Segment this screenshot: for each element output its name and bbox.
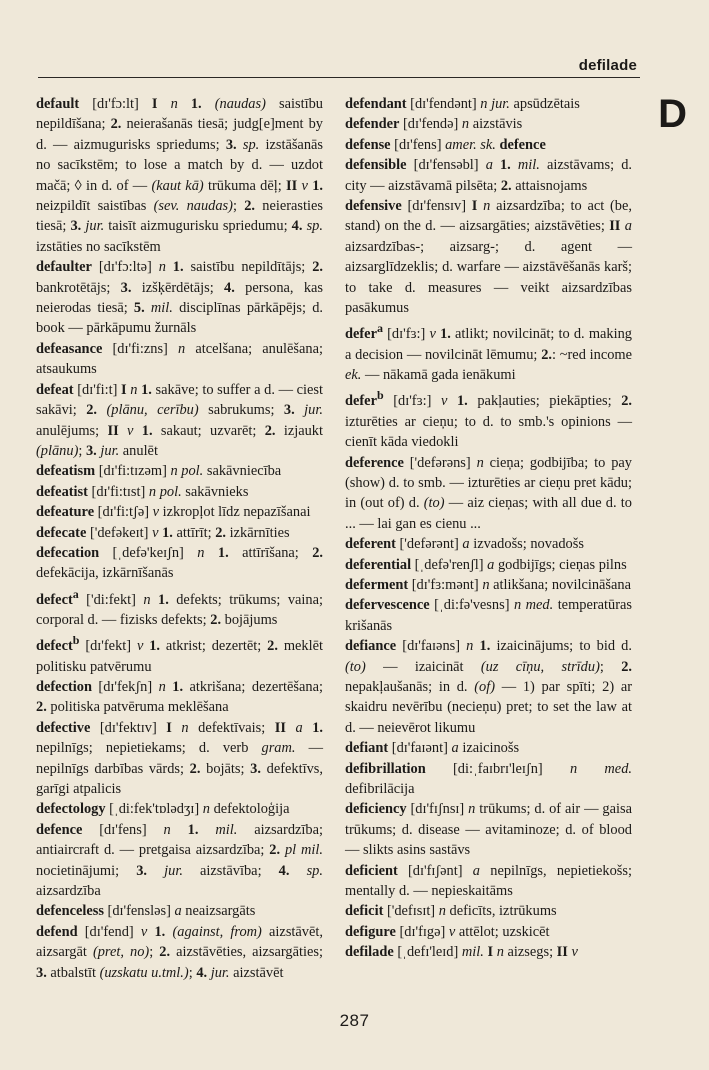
dictionary-entry: default [dɪ'fɔ:lt] I n 1. (naudas) saistību nepildīšana; 2. neierašanās tiesā; judg[e]ment by d. — aizmugurisks spriedums; 3. sp. izstāšanās no sacīkstēm; to lose a match by d. — uzdot mačā; ◊ in d. of — (kaut kā) trūkuma dēļ; II v 1. neizpildīt saistības (sev. naudas); 2. neierasties tiesā; 3. jur. taisīt aizmugurisku spriedumu; 4. sp. izstāties no sacīkstēm	[36, 96, 324, 255]
dictionary-entry: defeasance [dɪ'fi:zns] n atcelšana; anulēšana; atsaukums	[36, 340, 323, 378]
dictionary-entry: defer$^b$ [dɪ'fɜ:] v 1. pakļauties; piekāpties; 2. izturēties ar cieņu; to d. to smb.'s opinions — cienīt kāda viedokli	[345, 388, 632, 451]
dictionary-entry: defeat [dɪ'fi:t] I n 1. sakāve; to suffer a d. — ciest sakāvi; 2. (plānu, cerību) sabrukums; 3. jur. anulējums; II v 1. sakaut; uzvarēt; 2. izjaukt (plānu); 3. jur. anulēt	[36, 381, 323, 459]
dictionary-entry: defender [dɪ'fendə] n aizstāvis	[345, 116, 523, 133]
dictionary-entry: deferment [dɪ'fɜ:mənt] n atlikšana; novilcināšana	[345, 576, 631, 593]
dictionary-entry: defilade [ˌdefɪ'leɪd] mil. I n aizsegs; II v	[345, 944, 578, 961]
dictionary-entry: defecate ['defəkeɪt] v 1. attīrīt; 2. izkārnīties	[36, 524, 290, 541]
dictionary-entry: deficient [dɪ'fɪʃənt] a nepilnīgs, nepietiekošs; mentally d. — nepieskaitāms	[345, 862, 632, 900]
dictionary-entry: defeatism [dɪ'fi:tɪzəm] n pol. sakāvniecība	[36, 463, 282, 480]
dictionary-entry: defection [dɪ'fekʃn] n 1. atkrišana; dezertēšana; 2. politiska patvēruma meklēšana	[36, 678, 323, 716]
dictionary-entry: defiance [dɪ'faɪəns] n 1. izaicinājums; to bid d. (to) — izaicināt (uz cīņu, strīdu); 2. nepakļaušanās; in d. (of) — 1) par spīti; 2) ar skaidru nevērību (necieņu) pret; to set the law at d. — neievērot likumu	[345, 638, 632, 736]
dictionary-entry: defectology [ˌdi:fek'tɒlədʒɪ] n defektoloģija	[36, 801, 290, 818]
page-number: 287	[339, 1011, 370, 1030]
dictionary-entry: defer$^a$ [dɪ'fɜ:] v 1. atlikt; novilcināt; to d. making a decision — novilcināt lēmumu; 2.: ~red income ek. — nākamā gada ienākumi	[345, 321, 632, 384]
dictionary-entry: defense [dɪ'fens] amer. sk. defence	[345, 136, 546, 153]
dictionary-entry: defensive [dɪ'fensɪv] I n aizsardzība; to act (be, stand) on the d. — aizsargāties; aizstāvēties; II a aizsardzības-; aizsarg-; d. agent — aizsarglīdzeklis; d. warfare — aizstāvēšanās karš; to take d. measures — veikt aizsardzības pasākumus	[345, 198, 632, 317]
dictionary-entry: defend [dɪ'fend] v 1. (against, from) aizstāvēt, aizsargāt (pret, no); 2. aizstāvēties, aizsargāties; 3. atbalstīt (uzskatu u.tml.); 4. jur. aizstāvēt	[36, 923, 323, 981]
dictionary-entry: defigure [dɪ'fɪgə] v attēlot; uzskicēt	[345, 923, 550, 940]
dictionary-entry: defenceless [dɪ'fensləs] a neaizsargāts	[36, 903, 256, 920]
header-rule	[38, 77, 640, 78]
thumb-index-letter: D	[658, 92, 687, 136]
running-head: defilade	[578, 57, 637, 74]
dictionary-entry: defensible [dɪ'fensəbl] a 1. mil. aizstāvams; d. city — aizstāvamā pilsēta; 2. attaisnojams	[345, 157, 632, 194]
dictionary-entry: defence [dɪ'fens] n 1. mil. aizsardzība; antiaircraft d. — pretgaisa aizsardzība; 2. pl mil. nocietinājumi; 3. jur. aizstāvība; 4. sp. aizsardzība	[36, 821, 323, 900]
dictionary-entry: defibrillation [di:ˌfaɪbrɪ'leɪʃn] n med. defibrilācija	[345, 760, 632, 797]
dictionary-entry: deferential [ˌdefə'renʃl] a godbijīgs; cieņas pilns	[345, 556, 627, 573]
dictionary-entry: defeature [dɪ'fi:tʃə] v izkropļot līdz nepazīšanai	[36, 504, 311, 521]
dictionary-entry: defervescence [ˌdi:fə'vesns] n med. temperatūras krišanās	[345, 597, 633, 634]
dictionary-entry: defendant [dɪ'fendənt] n jur. apsūdzētais	[345, 96, 580, 112]
dictionary-entry: defiant [dɪ'faɪənt] a izaicinošs	[345, 740, 520, 757]
right-column	[345, 94, 632, 963]
dictionary-entry: defective [dɪ'fektɪv] I n defektīvais; II a 1. nepilnīgs; nepietiekams; d. verb gram. — nepilnīgs darbības vārds; 2. bojāts; 3. defektīvs, garīgi atpalicis	[36, 719, 323, 797]
dictionary-entry: deferent ['defərənt] a izvadošs; novadošs	[345, 536, 584, 553]
dictionary-entry: defecation [ˌdefə'keɪʃn] n 1. attīrīšana; 2. defekācija, izkārnīšanās	[36, 544, 324, 582]
dictionary-entry: defect$^a$ ['di:fekt] n 1. defekts; trūkums; vaina; corporal d. — fizisks defekts; 2. bojājums	[36, 586, 323, 628]
dictionary-entry: defaulter [dɪ'fɔ:ltə] n 1. saistību nepildītājs; 2. bankrotētājs; 3. izšķērdētājs; 4. persona, kas neierodas tiesā; 5. mil. disciplīnas pārkāpējs; d. book — pārkāpumu žurnāls	[36, 259, 324, 337]
left-column	[36, 94, 323, 983]
dictionary-entry: deficiency [dɪ'fɪʃnsɪ] n trūkums; d. of air — gaisa trūkums; d. disease — avitaminoze; d. of blood — slikts asins sastāvs	[345, 801, 632, 859]
dictionary-entry: defeatist [dɪ'fi:tɪst] n pol. sakāvnieks	[36, 483, 249, 500]
dictionary-entry: defect$^b$ [dɪ'fekt] v 1. atkrist; dezertēt; 2. meklēt politisku patvērumu	[36, 633, 323, 675]
dictionary-entry: deference ['defərəns] n cieņa; godbijība; to pay (show) d. to smb. — izturēties ar cieņu pret kādu; in (out of) d. (to) — aiz cieņas; with all due d. to ... — lai gan es cienu ...	[345, 454, 632, 532]
dictionary-entry: deficit ['defɪsɪt] n deficīts, iztrūkums	[345, 903, 557, 920]
